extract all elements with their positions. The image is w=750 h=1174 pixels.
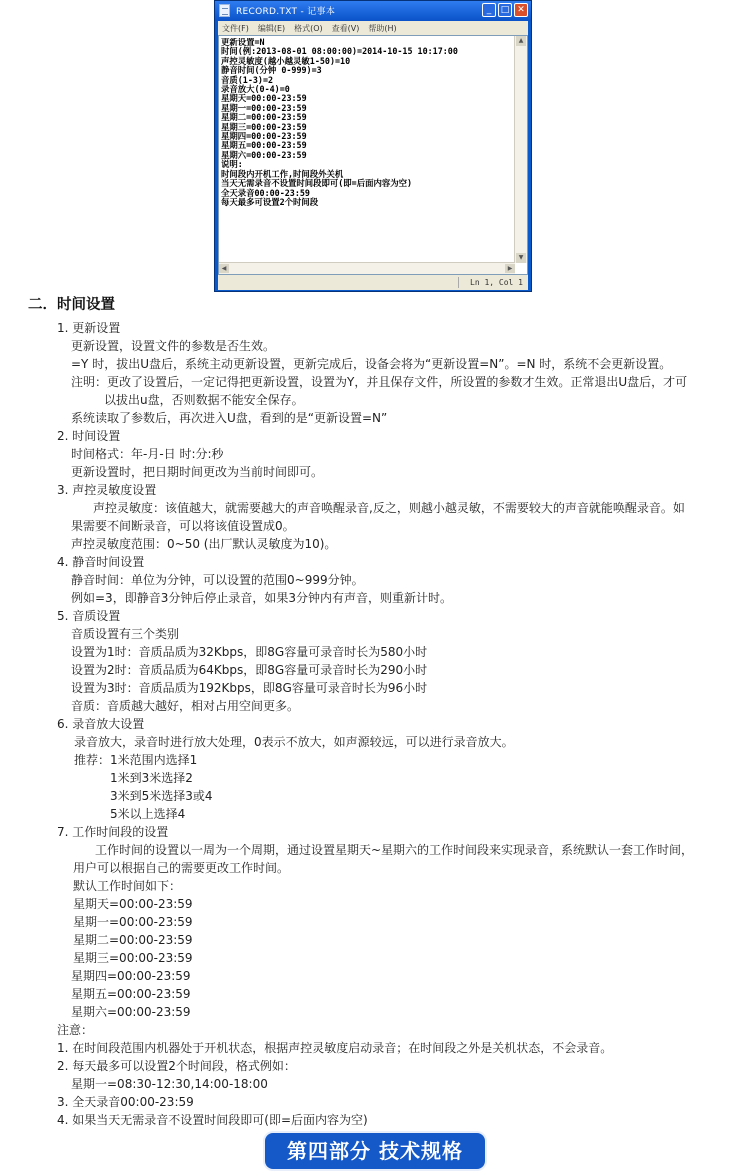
status-divider [458,277,459,288]
numbered-heading: 2. 时间设置 [57,429,121,443]
paragraph-line: 更新设置时，把日期时间更改为当前时间即可。 [71,465,324,479]
menu-edit[interactable]: 编辑(E) [257,23,286,33]
editor-line: 星期二=00:00-23:59 [221,112,307,123]
paragraph-line: 以拔出u盘，否则数据不能安全保存。 [104,393,304,407]
editor-line: 星期五=00:00-23:59 [221,140,307,151]
numbered-heading: 5. 音质设置 [57,609,121,623]
paragraph-line: 时间格式：年-月-日 时:分:秒 [71,447,224,461]
editor-line: 星期三=00:00-23:59 [221,121,307,132]
menu-bar [218,21,528,35]
editor-line: 星期一=00:00-23:59 [221,102,307,113]
editor-line: 声控灵敏度(越小越灵敏1-50)=10 [221,55,351,66]
numbered-heading: 1. 更新设置 [57,321,121,335]
paragraph-line: 推荐：1米范围内选择1 [74,753,198,767]
numbered-heading: 3. 声控灵敏度设置 [57,483,157,497]
paragraph-line: 星期天=00:00-23:59 [73,897,193,911]
editor-line: 静音时间(分钟 0-999)=3 [221,65,322,76]
paragraph-line: 音质：音质越大越好，相对占用空间更多。 [71,699,300,713]
status-bar [218,275,528,290]
text-editor[interactable] [218,35,528,275]
paragraph-line: 注明：更改了设置后，一定记得把更新设置，设置为Y，并且保存文件，所设置的参数才生效。正常退出U盘后，才可 [71,375,688,389]
numbered-heading: 3. 全天录音00:00-23:59 [57,1095,194,1109]
editor-line: 录音放大(0-4)=0 [221,84,290,95]
paragraph-line: 系统读取了参数后，再次进入U盘，看到的是“更新设置=N” [71,411,388,425]
paragraph-line: 例如=3，即静音3分钟后停止录音，如果3分钟内有声音，则重新计时。 [71,591,452,605]
editor-line: 音质(1-3)=2 [221,74,274,85]
notepad-window [214,0,532,292]
editor-line: 更新设置=N [221,38,265,47]
editor-line: 时间(例:2013-08-01 08:00:00)=2014-10-15 10:17:00 [221,46,458,57]
paragraph-line: 声控灵敏度范围：0~50 (出厂默认灵敏度为10)。 [71,537,337,551]
paragraph-line: 星期二=00:00-23:59 [73,933,193,947]
numbered-heading: 2. 每天最多可以设置2个时间段，格式例如： [57,1059,296,1073]
editor-line: 当天无需录音不设置时间段即可(即=后面内容为空) [221,178,412,189]
numbered-heading: 4. 静音时间设置 [57,555,145,569]
window-title: RECORD.TXT - 记事本 [236,7,336,17]
numbered-heading: 1. 在时间段范围内机器处于开机状态，根据声控灵敏度启动录音；在时间段之外是关机状态，不会录音。 [57,1041,613,1055]
paragraph-line: =Y 时，拔出U盘后，系统主动更新设置，更新完成后，设备会将为“更新设置=N”。=N 时，系统不会更新设置。 [71,357,672,371]
paragraph-line: 星期一=00:00-23:59 [73,915,193,929]
editor-line: 说明: [221,159,243,170]
numbered-heading: 4. 如果当天无需录音不设置时间段即可(即=后面内容为空) [57,1113,368,1127]
menu-format[interactable]: 格式(O) [294,23,323,33]
cursor-position: Ln 1, Col 1 [470,278,523,287]
editor-line: 星期六=00:00-23:59 [221,149,307,160]
paragraph-line: 星期五=00:00-23:59 [71,987,191,1001]
part-four-banner: 第四部分 技术规格 [265,1133,485,1169]
minimize-button[interactable]: _ [482,3,496,17]
numbered-heading: 6. 录音放大设置 [57,717,145,731]
editor-line: 星期四=00:00-23:59 [221,131,307,142]
vertical-scrollbar[interactable] [514,36,527,263]
scroll-up-icon[interactable]: ▲ [516,36,526,46]
paragraph-line: 录音放大，录音时进行放大处理，0表示不放大，如声源较远，可以进行录音放大。 [74,735,514,749]
paragraph-line: 用户可以根据自己的需要更改工作时间。 [73,861,290,875]
horizontal-scrollbar[interactable] [219,262,515,274]
editor-content[interactable] [221,38,513,262]
paragraph-line: 设置为1时：音质品质为32Kbps，即8G容量可录音时长为580小时 [71,645,428,659]
paragraph-line: 设置为3时：音质品质为192Kbps，即8G容量可录音时长为96小时 [71,681,428,695]
editor-line: 时间段内开机工作,时间段外关机 [221,168,344,179]
paragraph-line: 默认工作时间如下： [73,879,182,893]
maximize-button[interactable]: □ [498,3,512,17]
notepad-icon [219,4,230,17]
paragraph-line: 静音时间：单位为分钟，可以设置的范围0~999分钟。 [71,573,364,587]
scroll-down-icon[interactable]: ▼ [516,253,526,263]
editor-line: 全天录音00:00-23:59 [221,187,310,198]
section-title: 二．时间设置 [28,297,115,313]
paragraph-line: 工作时间的设置以一周为一个周期，通过设置星期天~星期六的工作时间段来实现录音，系统默认一套工作时间， [95,843,694,857]
menu-view[interactable]: 查看(V) [331,23,360,33]
paragraph-line: 注意： [57,1023,94,1037]
paragraph-line: 1米到3米选择2 [110,771,193,785]
editor-line: 星期天=00:00-23:59 [221,93,307,104]
paragraph-line: 声控灵敏度：该值越大，就需要越大的声音唤醒录音,反之，则越小越灵敏，不需要较大的声音就能唤醒录音。如 [93,501,685,515]
paragraph-line: 星期六=00:00-23:59 [71,1005,191,1019]
paragraph-line: 5米以上选择4 [110,807,186,821]
close-button[interactable]: ✕ [514,3,528,17]
scroll-left-icon[interactable]: ◀ [219,264,229,273]
paragraph-line: 果需要不间断录音，可以将该值设置成0。 [71,519,295,533]
paragraph-line: 更新设置，设置文件的参数是否生效。 [71,339,276,353]
menu-help[interactable]: 帮助(H) [368,23,397,33]
scroll-right-icon[interactable]: ▶ [505,264,515,273]
paragraph-line: 星期四=00:00-23:59 [71,969,191,983]
numbered-heading: 7. 工作时间段的设置 [57,825,169,839]
paragraph-line: 星期一=08:30-12:30,14:00-18:00 [71,1077,268,1091]
paragraph-line: 音质设置有三个类别 [71,627,180,641]
paragraph-line: 3米到5米选择3或4 [110,789,213,803]
title-bar[interactable] [215,1,531,21]
menu-file[interactable]: 文件(F) [222,23,249,33]
paragraph-line: 星期三=00:00-23:59 [73,951,193,965]
editor-line: 每天最多可设置2个时间段 [221,196,319,207]
paragraph-line: 设置为2时：音质品质为64Kbps，即8G容量可录音时长为290小时 [71,663,428,677]
